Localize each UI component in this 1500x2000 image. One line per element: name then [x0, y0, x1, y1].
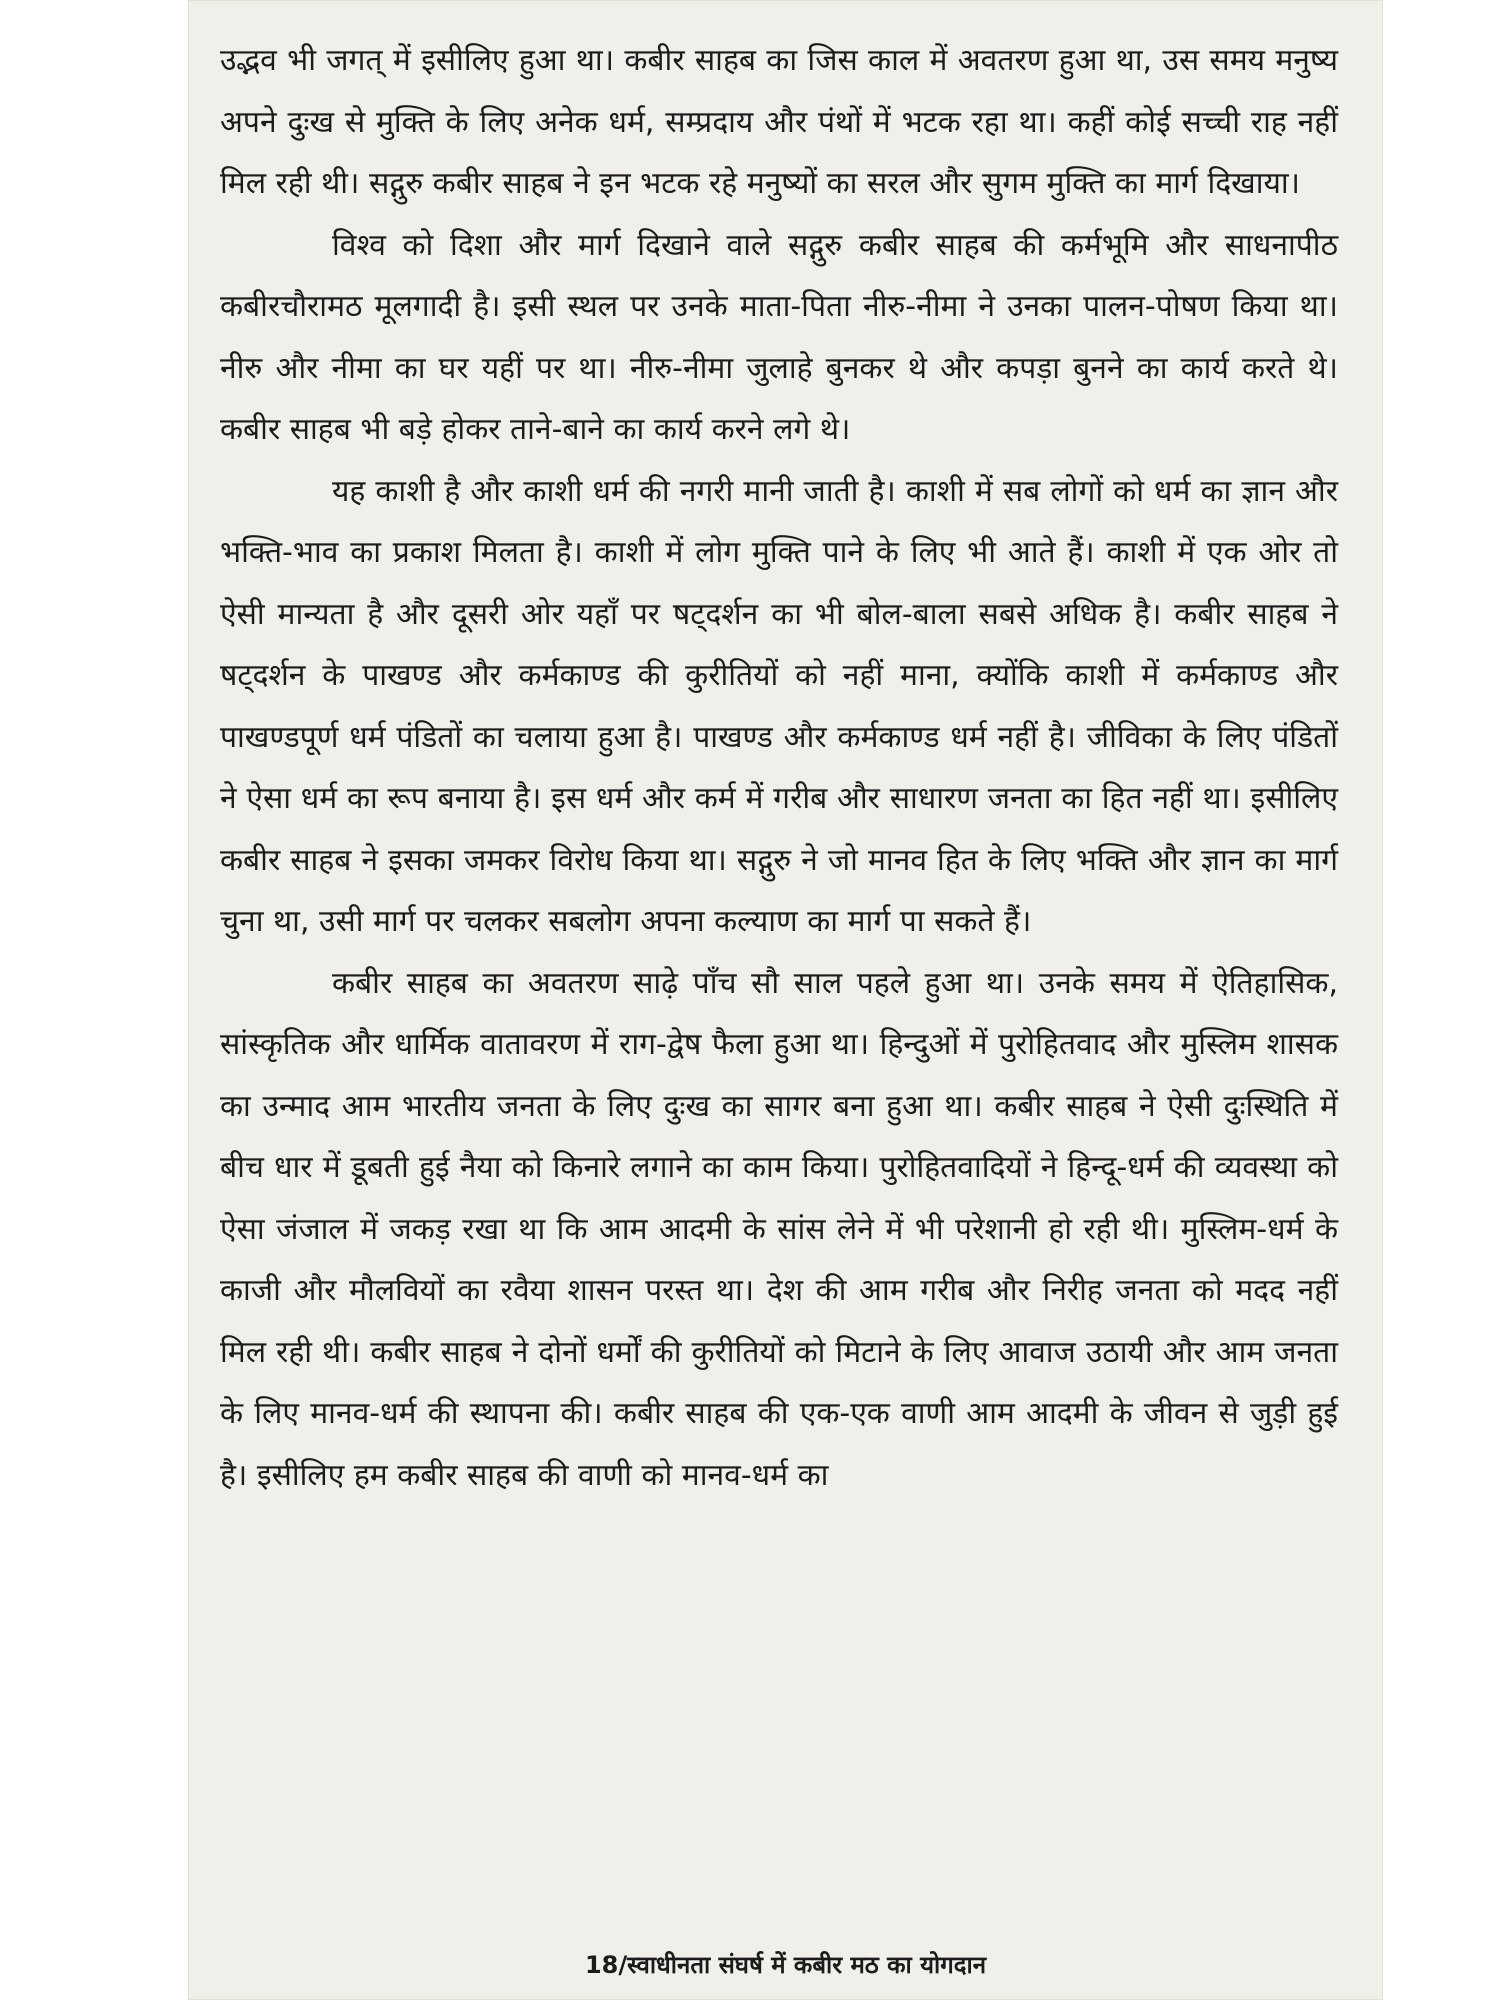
body-text [220, 30, 1338, 1506]
page-footer: 18/स्वाधीनता संघर्ष में कबीर मठ का योगदान [584, 1951, 987, 1979]
paragraph-1: उद्भव भी जगत् में इसीलिए हुआ था। कबीर साहब का जिस काल में अवतरण हुआ था, उस समय मनुष्य अपने दुःख से मुक्ति के लिए अनेक धर्म, सम्प्रदाय और पंथों में भटक रहा था। कहीं कोई सच्ची राह नहीं मिल रही थी। सद्गुरु कबीर साहब ने इन भटक रहे मनुष्यों का सरल और सुगम मुक्ति का मार्ग दिखाया। [220, 43, 1338, 201]
paragraph-3: यह काशी है और काशी धर्म की नगरी मानी जाती है। काशी में सब लोगों को धर्म का ज्ञान और भक्ति-भाव का प्रकाश मिलता है। काशी में लोग मुक्ति पाने के लिए भी आते हैं। काशी में एक ओर तो ऐसी मान्यता है और दूसरी ओर यहाँ पर षट्दर्शन का भी बोल-बाला सबसे अधिक है। कबीर साहब ने षट्दर्शन के पाखण्ड और कर्मकाण्ड की कुरीतियों को नहीं माना, क्योंकि काशी में कर्मकाण्ड और पाखण्डपूर्ण धर्म पंडितों का चलाया हुआ है। पाखण्ड और कर्मकाण्ड धर्म नहीं है। जीविका के लिए पंडितों ने ऐसा धर्म का रूप बनाया है। इस धर्म और कर्म में गरीब और साधारण जनता का हित नहीं था। इसीलिए कबीर साहब ने इसका जमकर विरोध किया था। सद्गुरु ने जो मानव हित के लिए भक्ति और ज्ञान का मार्ग चुना था, उसी मार्ग पर चलकर सबलोग अपना कल्याण का मार्ग पा सकते हैं। [220, 473, 1338, 939]
paragraph-4: कबीर साहब का अवतरण साढ़े पाँच सौ साल पहले हुआ था। उनके समय में ऐतिहासिक, सांस्कृतिक और धार्मिक वातावरण में राग-द्वेष फैला हुआ था। हिन्दुओं में पुरोहितवाद और मुस्लिम शासक का उन्माद आम भारतीय जनता के लिए दुःख का सागर बना हुआ था। कबीर साहब ने ऐसी दुःस्थिति में बीच धार में डूबती हुई नैया को किनारे लगाने का काम किया। पुरोहितवादियों ने हिन्दू-धर्म की व्यवस्था को ऐसा जंजाल में जकड़ रखा था कि आम आदमी के सांस लेने में भी परेशानी हो रही थी। मुस्लिम-धर्म के काजी और मौलवियों का रवैया शासन परस्त था। देश की आम गरीब और निरीह जनता को मदद नहीं मिल रही थी। कबीर साहब ने दोनों धर्मों की कुरीतियों को मिटाने के लिए आवाज उठायी और आम जनता के लिए मानव-धर्म की स्थापना की। कबीर साहब की एक-एक वाणी आम आदमी के जीवन से जुड़ी हुई है। इसीलिए हम कबीर साहब की वाणी को मानव-धर्म का [220, 965, 1338, 1493]
paragraph-2: विश्व को दिशा और मार्ग दिखाने वाले सद्गुरु कबीर साहब की कर्मभूमि और साधनापीठ कबीरचौरामठ मूलगादी है। इसी स्थल पर उनके माता-पिता नीरु-नीमा ने उनका पालन-पोषण किया था। नीरु और नीमा का घर यहीं पर था। नीरु-नीमा जुलाहे बुनकर थे और कपड़ा बुनने का कार्य करते थे। कबीर साहब भी बड़े होकर ताने-बाने का कार्य करने लगे थे। [220, 227, 1338, 447]
book-page [188, 0, 1383, 2000]
